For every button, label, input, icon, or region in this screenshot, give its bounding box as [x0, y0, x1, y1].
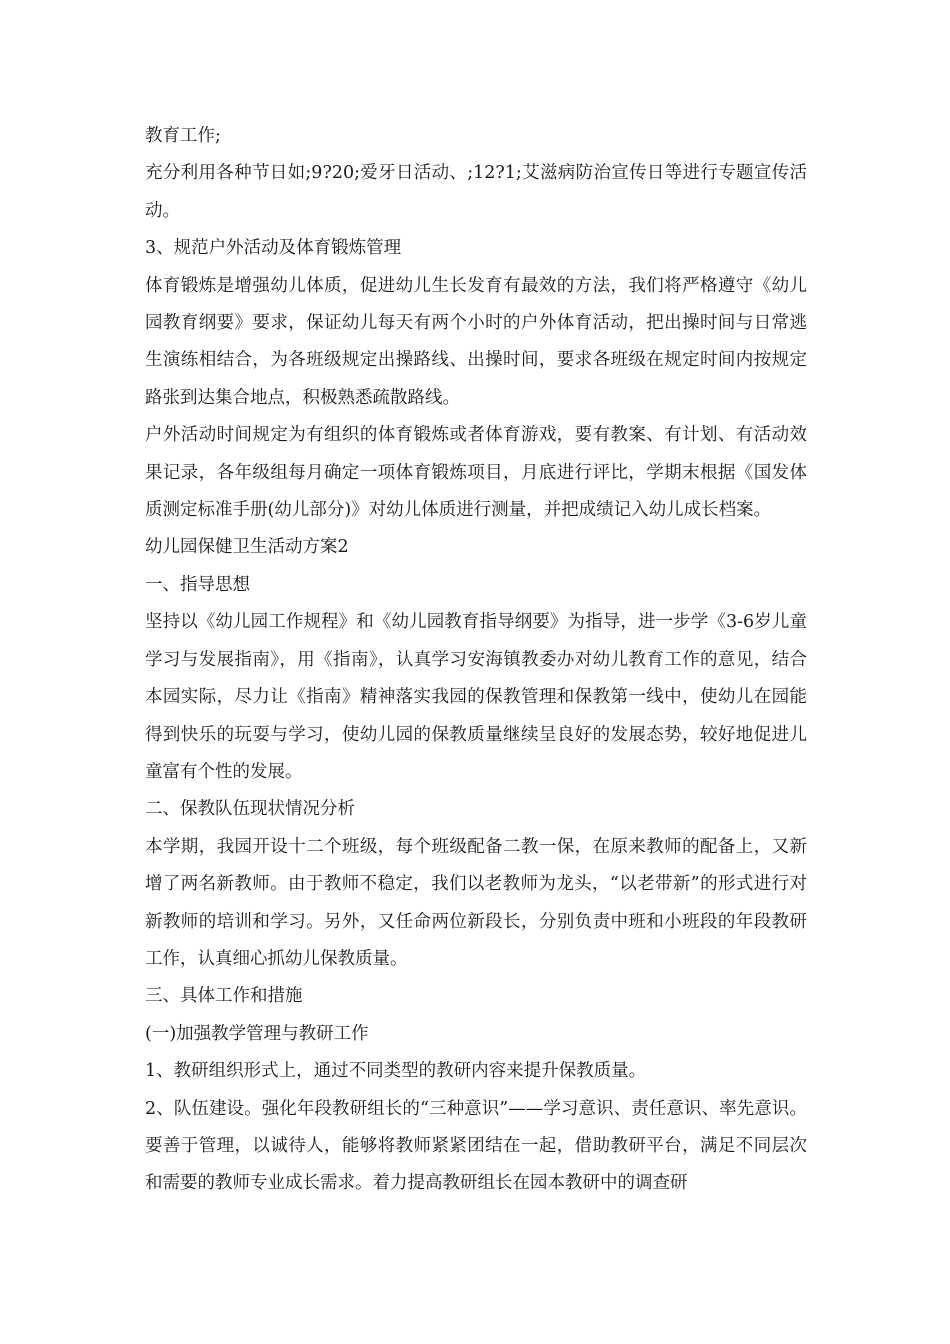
document-title: 幼儿园保健卫生活动方案2 — [145, 537, 349, 558]
paragraph: 户外活动时间规定为有组织的体育锻炼或者体育游戏，要有教案、有计划、有活动效果记录，各年级组每月确定一项体育锻炼项目，月底进行评比，学期末根据《国发体质测定标准手册(幼儿部分)》对幼儿体质进行测量，并把成绩记入幼儿成长档案。 — [145, 425, 807, 521]
paragraph: 教育工作; — [145, 126, 221, 146]
paragraph: 体育锻炼是增强幼儿体质，促进幼儿生长发育有最效的方法，我们将严格遵守《幼儿园教育纲要》要求，保证幼儿每天有两个小时的户外体育活动，把出操时间与日常逃生演练相结合，为各班级规定出操路线、出操时间，要求各班级在规定时间内按规定路张到达集合地点，积极熟悉疏散路线。 — [145, 275, 807, 408]
paragraph: 2、队伍建设。强化年段教研组长的“三种意识”——学习意识、责任意识、率先意识。要善于管理，以诚待人，能够将教师紧紧团结在一起，借助教研平台，满足不同层次和需要的教师专业成长需求。着力提高教研组长在园本教研中的调查研 — [145, 1098, 807, 1194]
paragraph: 充分利用各种节日如;9?20;爱牙日活动、;12?1;艾滋病防治宣传日等进行专题宣传活动。 — [145, 163, 807, 221]
subsection-heading: (一)加强教学管理与教研工作 — [145, 1023, 369, 1044]
paragraph: 坚持以《幼儿园工作规程》和《幼儿园教育指导纲要》为指导，进一步学《3-6岁儿童学习与发展指南》，用《指南》，认真学习安海镇教委办对幼儿教育工作的意见，结合本园实际，尽力让《指南》精神落实我园的保教管理和保教第一线中，使幼儿在园能得到快乐的玩耍与学习，使幼儿园的保教质量继续呈良好的发展态势，较好地促进儿童富有个性的发展。 — [145, 612, 807, 782]
document-body — [145, 118, 807, 1203]
paragraph: 本学期，我园开设十二个班级，每个班级配备二教一保，在原来教师的配备上，又新增了两名新教师。由于教师不稳定，我们以老教师为龙头，“以老带新”的形式进行对新教师的培训和学习。另外，又任命两位新段长，分别负责中班和小班段的年段教研工作，认真细心抓幼儿保教质量。 — [145, 836, 807, 969]
paragraph: 1、教研组织形式上，通过不同类型的教研内容来提升保教质量。 — [145, 1061, 647, 1082]
section-heading: 二、保教队伍现状情况分析 — [145, 799, 355, 820]
section-heading: 3、规范户外活动及体育锻炼管理 — [145, 238, 402, 259]
section-heading: 三、具体工作和措施 — [145, 986, 303, 1007]
section-heading: 一、指导思想 — [145, 574, 250, 595]
